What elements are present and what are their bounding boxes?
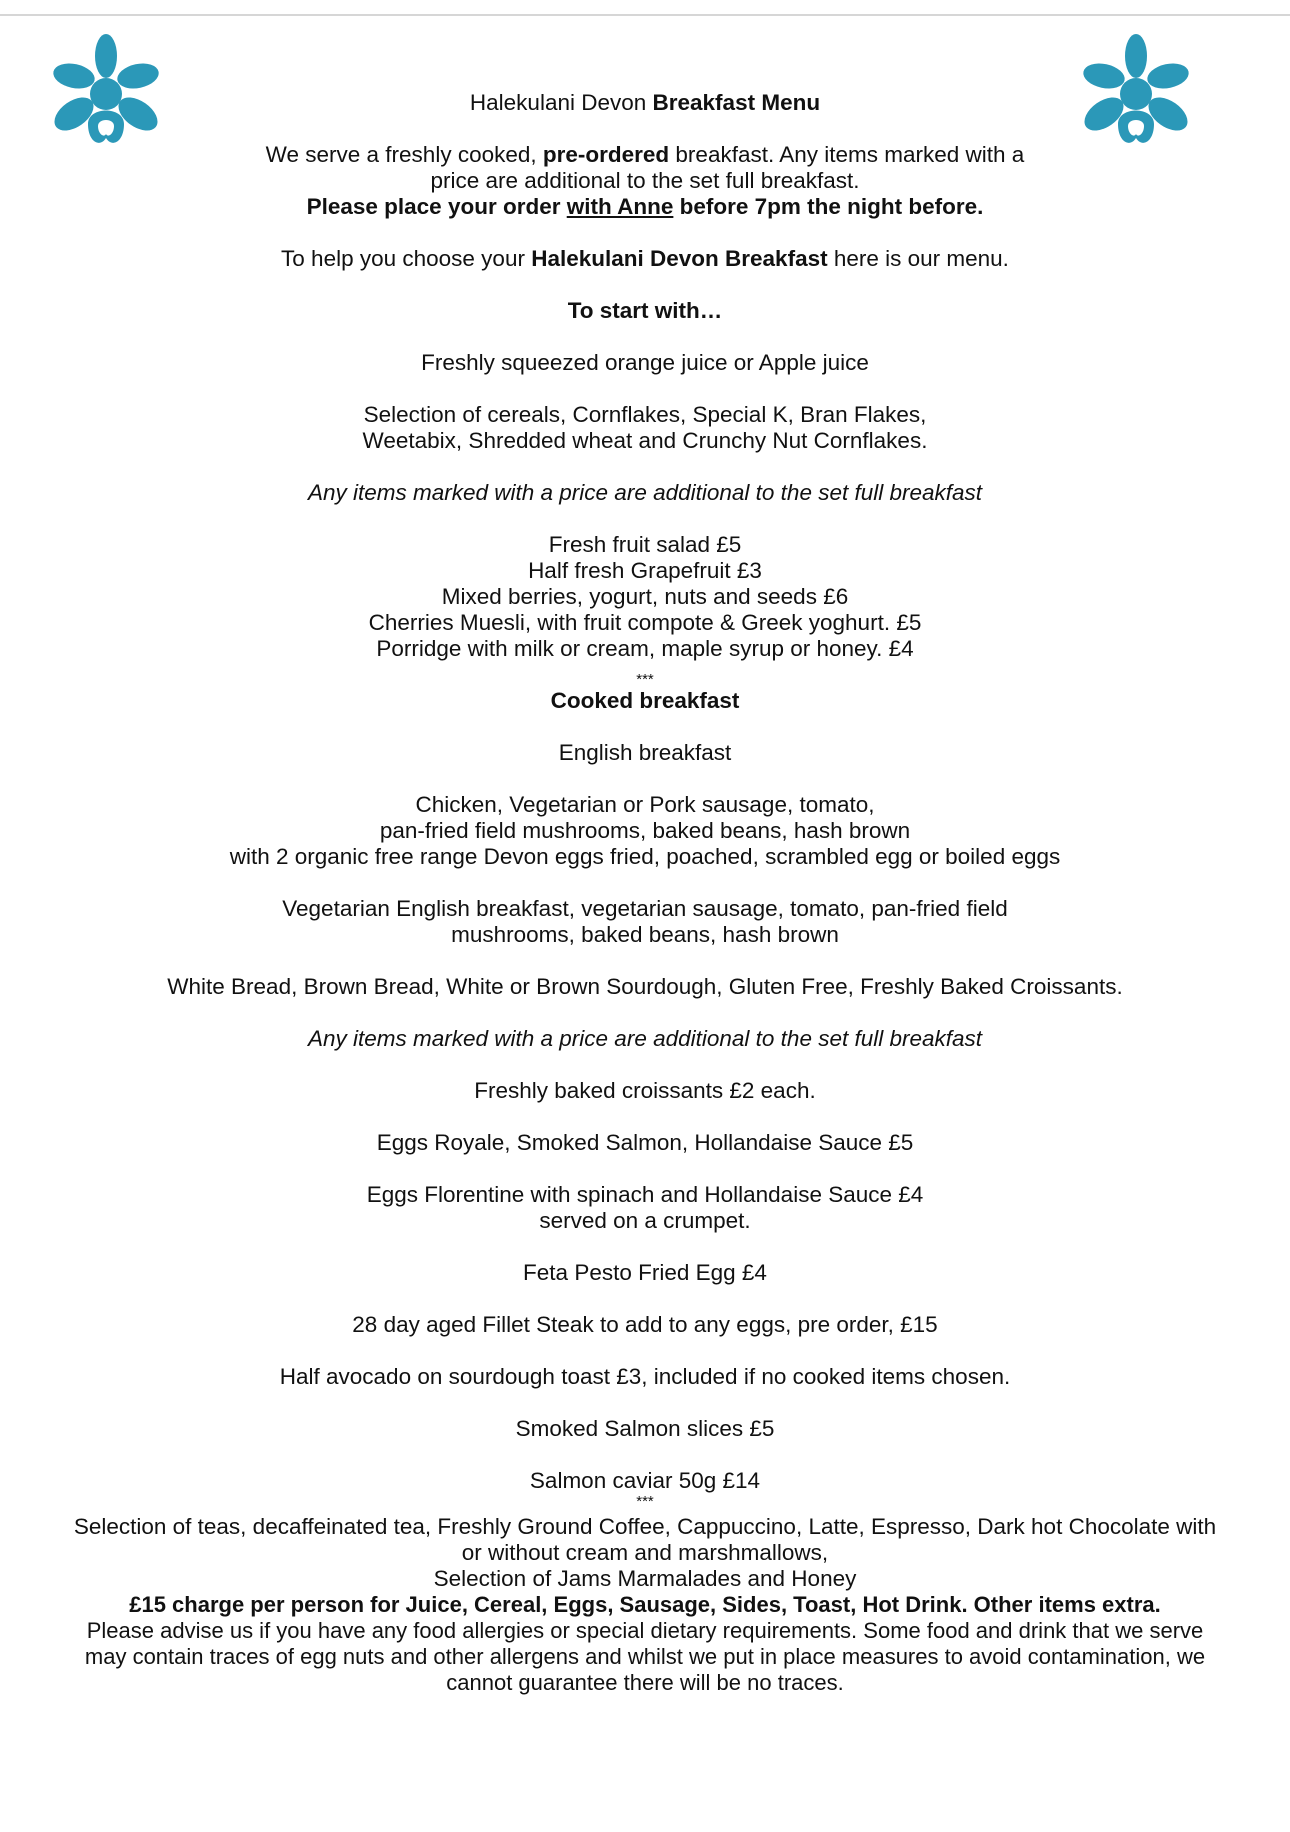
- list-item: Mixed berries, yogurt, nuts and seeds £6: [441, 584, 849, 609]
- page-title: Halekulani Devon Breakfast Menu: [469, 90, 821, 115]
- allergy-line-3: cannot guarantee there will be no traces.: [446, 1670, 844, 1695]
- drinks-line-2: or without cream and marshmallows,: [461, 1540, 829, 1565]
- order-instruction: Please place your order with Anne before 7pm the night before.: [306, 194, 984, 219]
- drinks-line-1: Selection of teas, decaffeinated tea, Freshly Ground Coffee, Cappuccino, Latte, Espresso, Dark hot Chocolate with: [73, 1514, 1217, 1539]
- english-line-3: with 2 organic free range Devon eggs fried, poached, scrambled egg or boiled eggs: [229, 844, 1061, 869]
- list-item: Smoked Salmon slices £5: [515, 1416, 775, 1441]
- list-item: Freshly baked croissants £2 each.: [474, 1078, 816, 1103]
- breads-line: White Bread, Brown Bread, White or Brown Sourdough, Gluten Free, Freshly Baked Croissants.: [167, 974, 1123, 999]
- intro-line-1: We serve a freshly cooked, pre-ordered breakfast. Any items marked with a: [265, 142, 1025, 167]
- list-item: Half avocado on sourdough toast £3, included if no cooked items chosen.: [279, 1364, 1011, 1389]
- top-divider: [0, 14, 1290, 16]
- list-item: 28 day aged Fillet Steak to add to any eggs, pre order, £15: [352, 1312, 938, 1337]
- drinks-line-3: Selection of Jams Marmalades and Honey: [433, 1566, 857, 1591]
- cereals-line-2: Weetabix, Shredded wheat and Crunchy Nut Cornflakes.: [362, 428, 928, 453]
- list-item-detail: served on a crumpet.: [539, 1208, 751, 1233]
- list-item: Half fresh Grapefruit £3: [528, 558, 762, 583]
- list-item: Cherries Muesli, with fruit compote & Greek yoghurt. £5: [368, 610, 922, 635]
- price-summary: £15 charge per person for Juice, Cereal, Eggs, Sausage, Sides, Toast, Hot Drink. Other items extra.: [129, 1592, 1161, 1617]
- juice-item: Freshly squeezed orange juice or Apple juice: [421, 350, 869, 375]
- intro-line-2: price are additional to the set full breakfast.: [430, 168, 860, 193]
- list-item: Salmon caviar 50g £14: [529, 1468, 761, 1493]
- list-item: Porridge with milk or cream, maple syrup or honey. £4: [376, 636, 914, 661]
- list-item: Feta Pesto Fried Egg £4: [523, 1260, 767, 1285]
- separator: ***: [636, 1493, 654, 1510]
- english-line-2: pan-fried field mushrooms, baked beans, hash brown: [379, 818, 911, 843]
- english-line-1: Chicken, Vegetarian or Pork sausage, tomato,: [415, 792, 875, 817]
- price-note: Any items marked with a price are additional to the set full breakfast: [307, 480, 983, 505]
- list-item: Eggs Florentine with spinach and Hollandaise Sauce £4: [366, 1182, 924, 1207]
- allergy-line-2: may contain traces of egg nuts and other allergens and whilst we put in place measures to avoid contamination, we: [84, 1644, 1206, 1669]
- intro-line-4: To help you choose your Halekulani Devon Breakfast here is our menu.: [281, 246, 1009, 271]
- separator: ***: [636, 671, 654, 688]
- list-item: Eggs Royale, Smoked Salmon, Hollandaise Sauce £5: [376, 1130, 914, 1155]
- english-breakfast-title: English breakfast: [558, 740, 732, 765]
- vegetarian-line-2: mushrooms, baked beans, hash brown: [451, 922, 839, 947]
- allergy-line-1: Please advise us if you have any food allergies or special dietary requirements. Some food and drink that we serve: [86, 1618, 1204, 1643]
- menu-document: [0, 90, 1290, 1696]
- section-heading-cooked: Cooked breakfast: [550, 688, 740, 713]
- vegetarian-line-1: Vegetarian English breakfast, vegetarian sausage, tomato, pan-fried field: [282, 896, 1008, 921]
- price-note: Any items marked with a price are additional to the set full breakfast: [307, 1026, 983, 1051]
- list-item: Fresh fruit salad £5: [548, 532, 742, 557]
- cereals-line-1: Selection of cereals, Cornflakes, Special K, Bran Flakes,: [363, 402, 927, 427]
- section-heading-start: To start with…: [567, 298, 723, 323]
